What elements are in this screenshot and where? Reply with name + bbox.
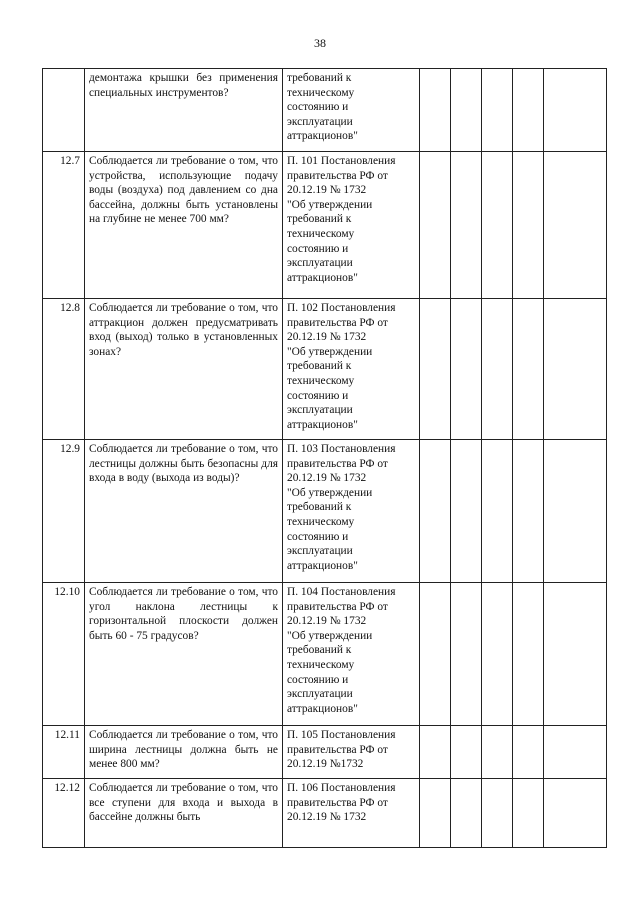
answer-no-cell <box>451 440 482 583</box>
question-cell: Соблюдается ли требование о том, что все ступени для входа и выхода в бассейне должны быть <box>85 779 283 848</box>
answer-no-cell <box>451 726 482 779</box>
answer-yes-cell <box>420 299 451 440</box>
table-row <box>43 299 607 440</box>
answer-no-cell <box>451 299 482 440</box>
answer-extra-cell <box>513 779 544 848</box>
table-row <box>43 726 607 779</box>
legal-reference-cell: П. 106 Постановления правительства РФ от 20.12.19 № 1732 <box>283 779 420 848</box>
page-number: 38 <box>314 36 326 50</box>
item-number: 12.8 <box>43 299 85 440</box>
legal-reference-cell: П. 104 Постановления правительства РФ от 20.12.19 № 1732 "Об утверждении требований к техническому состоянию и эксплуатации аттракционов" <box>283 583 420 726</box>
answer-na-cell <box>482 583 513 726</box>
item-number <box>43 69 85 152</box>
remarks-cell <box>544 299 607 440</box>
item-number: 12.9 <box>43 440 85 583</box>
answer-no-cell <box>451 779 482 848</box>
question-cell: Соблюдается ли требование о том, что аттракцион должен предусматривать вход (выход) только в установленных зонах? <box>85 299 283 440</box>
answer-na-cell <box>482 726 513 779</box>
answer-na-cell <box>482 779 513 848</box>
answer-yes-cell <box>420 779 451 848</box>
legal-reference-cell: П. 105 Постановления правительства РФ от 20.12.19 №1732 <box>283 726 420 779</box>
answer-na-cell <box>482 299 513 440</box>
answer-no-cell <box>451 69 482 152</box>
question-cell: Соблюдается ли требование о том, что лестницы должны быть безопасны для входа в воду (выхода из воды)? <box>85 440 283 583</box>
question-cell: Соблюдается ли требование о том, что угол наклона лестницы к горизонтальной плоскости должен быть 60 - 75 градусов? <box>85 583 283 726</box>
table-row <box>43 69 607 152</box>
item-number: 12.10 <box>43 583 85 726</box>
answer-na-cell <box>482 152 513 299</box>
legal-reference-cell: требований к техническому состоянию и эксплуатации аттракционов" <box>283 69 420 152</box>
checklist-table <box>42 68 607 848</box>
remarks-cell <box>544 152 607 299</box>
item-number: 12.7 <box>43 152 85 299</box>
answer-no-cell <box>451 152 482 299</box>
remarks-cell <box>544 779 607 848</box>
answer-extra-cell <box>513 152 544 299</box>
table-row <box>43 779 607 848</box>
answer-extra-cell <box>513 726 544 779</box>
answer-extra-cell <box>513 299 544 440</box>
table-row <box>43 440 607 583</box>
answer-yes-cell <box>420 69 451 152</box>
remarks-cell <box>544 583 607 726</box>
legal-reference-cell: П. 101 Постановления правительства РФ от 20.12.19 № 1732 "Об утверждении требований к техническому состоянию и эксплуатации аттракционов" <box>283 152 420 299</box>
answer-yes-cell <box>420 440 451 583</box>
remarks-cell <box>544 726 607 779</box>
answer-extra-cell <box>513 69 544 152</box>
answer-na-cell <box>482 69 513 152</box>
answer-extra-cell <box>513 583 544 726</box>
question-cell: Соблюдается ли требование о том, что устройства, использующие подачу воды (воздуха) под давлением со дна бассейна, должны быть установлены на глубине не менее 700 мм? <box>85 152 283 299</box>
answer-yes-cell <box>420 726 451 779</box>
item-number: 12.12 <box>43 779 85 848</box>
legal-reference-cell: П. 103 Постановления правительства РФ от 20.12.19 № 1732 "Об утверждении требований к техническому состоянию и эксплуатации аттракционов" <box>283 440 420 583</box>
question-cell: демонтажа крышки без применения специальных инструментов? <box>85 69 283 152</box>
answer-yes-cell <box>420 583 451 726</box>
remarks-cell <box>544 440 607 583</box>
table-row <box>43 583 607 726</box>
legal-reference-cell: П. 102 Постановления правительства РФ от 20.12.19 № 1732 "Об утверждении требований к техническому состоянию и эксплуатации аттракционов" <box>283 299 420 440</box>
item-number: 12.11 <box>43 726 85 779</box>
remarks-cell <box>544 69 607 152</box>
answer-yes-cell <box>420 152 451 299</box>
question-cell: Соблюдается ли требование о том, что ширина лестницы должна быть не менее 800 мм? <box>85 726 283 779</box>
answer-na-cell <box>482 440 513 583</box>
answer-extra-cell <box>513 440 544 583</box>
answer-no-cell <box>451 583 482 726</box>
table-row <box>43 152 607 299</box>
